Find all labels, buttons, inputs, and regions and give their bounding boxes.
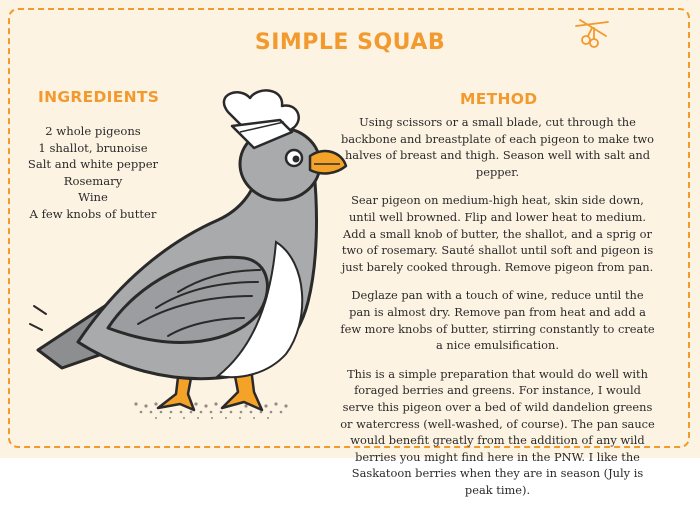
halftone-shadow — [134, 402, 287, 419]
method-paragraph: Sear pigeon on medium-high heat, skin side down, until well browned. Flip and lower heat to medium. Add a small knob of butter, the shallot, and a sprig or two of rosemary. Sauté shallot until soft and pigeon is just barely cooked through. Remove pigeon from pan. — [341, 193, 654, 274]
method-text — [340, 114, 655, 510]
ingredient-item: Wine — [78, 190, 108, 204]
recipe-title: SIMPLE SQUAB — [254, 30, 446, 55]
ingredient-item: 2 whole pigeons — [45, 124, 141, 138]
method-paragraph: Deglaze pan with a touch of wine, reduce until the pan is almost dry. Remove pan from heat and add a few more knobs of butter, stirring constantly to create a nice emulsification. — [340, 288, 655, 353]
motion-lines — [30, 306, 46, 330]
ingredient-item: Salt and white pepper — [27, 157, 159, 171]
method-paragraph: Using scissors or a small blade, cut through the backbone and breastplate of each pigeon to make two halves of breast and thigh. Season well with salt and pepper. — [340, 115, 655, 179]
method-paragraph: This is a simple preparation that would do well with foraged berries and greens. For instance, I would serve this pigeon over a bed of wild dandelion greens or watercress (well-washed, of course). The pan sauce would benefit greatly from the addition of any wild berries you might find here in the PNW. I like the Saskatoon berries when they are in season (July is peak time). — [340, 366, 655, 497]
ingredient-item: Rosemary — [63, 173, 123, 188]
chef-pigeon-illustration — [18, 92, 360, 428]
method-heading: METHOD — [460, 90, 538, 108]
ingredients-heading: INGREDIENTS — [38, 88, 160, 106]
ingredient-item: A few knobs of butter — [29, 206, 157, 221]
ingredient-item: 1 shallot, brunoise — [38, 140, 148, 155]
